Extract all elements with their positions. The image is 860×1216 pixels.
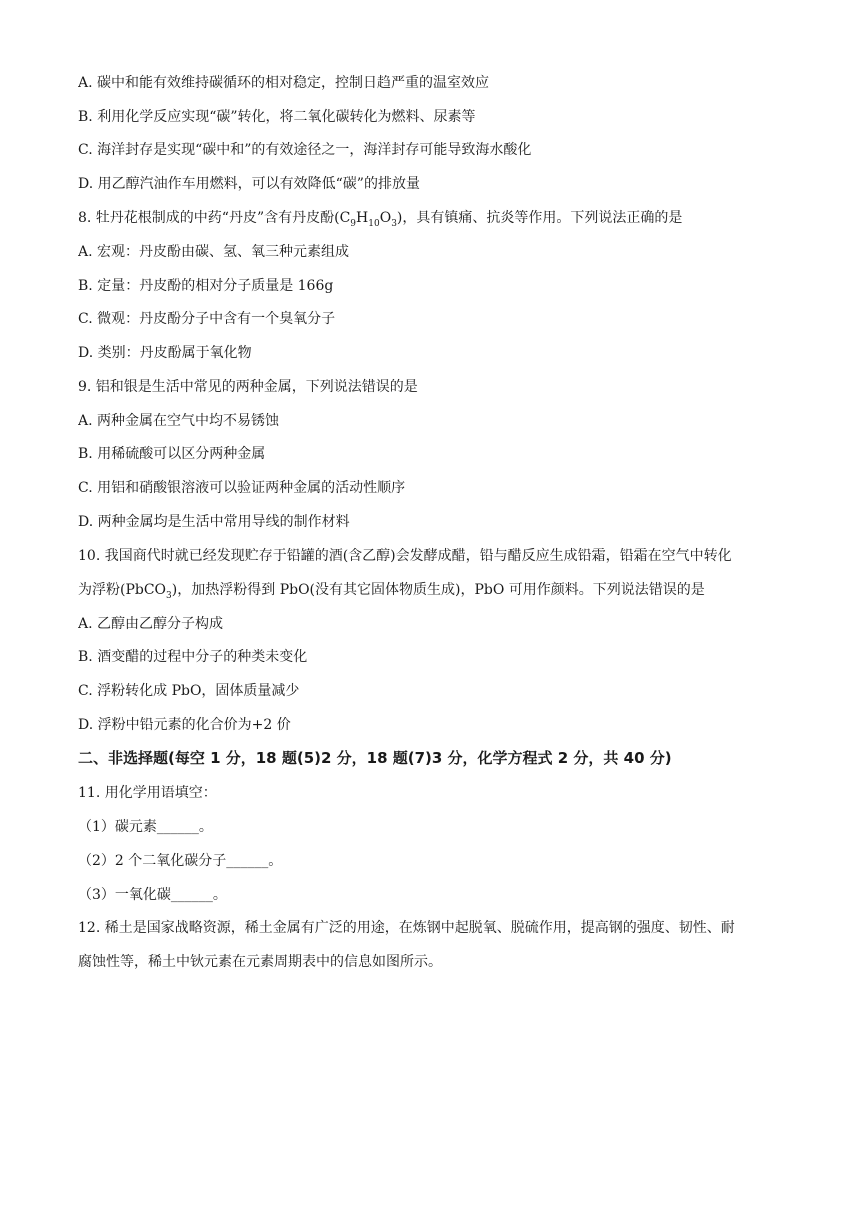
q11-item-2: （2）2 个二氧化碳分子______。 <box>78 853 283 869</box>
q10-formula-sub: 3 <box>166 590 172 600</box>
q12-line1: 12. 稀土是国家战略资源，稀土金属有广泛的用途，在炼钢中起脱氧、脱硫作用，提高钢的强度、韧性、耐 <box>78 920 735 936</box>
q9-option-a: A. 两种金属在空气中均不易锈蚀 <box>78 413 280 429</box>
q7-option-c: C. 海洋封存是实现“碳中和”的有效途径之一，海洋封存可能导致海水酸化 <box>78 142 532 158</box>
q9-stem: 9. 铝和银是生活中常见的两种金属，下列说法错误的是 <box>78 379 418 395</box>
q8-stem-part2: )，具有镇痛、抗炎等作用。下列说法正确的是 <box>396 210 683 226</box>
q10-option-a: A. 乙醇由乙醇分子构成 <box>78 616 224 632</box>
q8-formula-h: H <box>356 210 369 226</box>
section-heading: 二、非选择题(每空 1 分，18 题(5)2 分，18 题(7)3 分，化学方程式 2 分，共 40 分) <box>78 749 672 767</box>
q8-formula-o: O <box>379 210 392 226</box>
q8-formula-sub-o: 3 <box>391 218 397 228</box>
q10-stem-line1: 10. 我国商代时就已经发现贮存于铅罐的酒(含乙醇)会发酵成醋，铅与醋反应生成铅霜，铅霜在空气中转化 <box>78 548 732 564</box>
q8-option-b: B. 定量：丹皮酚的相对分子质量是 166g <box>78 278 334 294</box>
q12-line2: 腐蚀性等，稀土中钬元素在元素周期表中的信息如图所示。 <box>78 954 442 970</box>
q7-option-b: B. 利用化学反应实现“碳”转化，将二氧化碳转化为燃料、尿素等 <box>78 109 476 125</box>
q9-option-b: B. 用稀硫酸可以区分两种金属 <box>78 446 266 462</box>
q10-stem-line2-part1: 为浮粉(PbCO <box>78 582 167 598</box>
q10-stem-line2 <box>78 580 784 600</box>
q10-option-b: B. 酒变醋的过程中分子的种类未变化 <box>78 649 308 665</box>
q8-formula-sub-c: 9 <box>350 218 357 228</box>
q8-stem-part1: 8. 牡丹花根制成的中药“丹皮”含有丹皮酚(C <box>78 210 351 226</box>
q8-stem <box>78 208 784 228</box>
q8-option-a: A. 宏观：丹皮酚由碳、氢、氧三种元素组成 <box>78 244 350 260</box>
q11-item-1: （1）碳元素______。 <box>78 819 213 835</box>
q8-option-c: C. 微观：丹皮酚分子中含有一个臭氧分子 <box>78 311 336 327</box>
q10-option-d: D. 浮粉中铅元素的化合价为+2 价 <box>78 717 291 733</box>
q11-stem: 11. 用化学用语填空： <box>78 785 217 801</box>
q7-option-d: D. 用乙醇汽油作车用燃料，可以有效降低“碳”的排放量 <box>78 176 420 192</box>
q9-option-d: D. 两种金属均是生活中常用导线的制作材料 <box>78 514 350 530</box>
q8-option-d: D. 类别：丹皮酚属于氧化物 <box>78 345 252 361</box>
q8-formula-sub-h: 10 <box>368 218 380 228</box>
q9-option-c: C. 用铝和硝酸银溶液可以验证两种金属的活动性顺序 <box>78 480 406 496</box>
q11-item-3: （3）一氧化碳______。 <box>78 887 227 903</box>
q7-option-a: A. 碳中和能有效维持碳循环的相对稳定，控制日趋严重的温室效应 <box>78 75 490 91</box>
q10-stem-line2-part2: )，加热浮粉得到 PbO(没有其它固体物质生成)，PbO 可用作颜料。下列说法错误的是 <box>171 582 705 598</box>
q10-option-c: C. 浮粉转化成 PbO，固体质量减少 <box>78 683 300 699</box>
